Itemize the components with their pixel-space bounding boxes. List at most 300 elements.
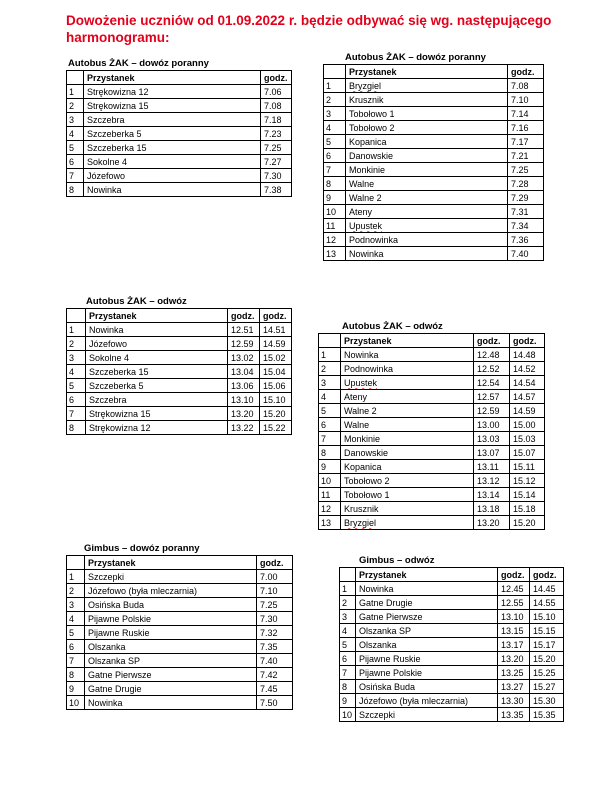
departure-time: 15.18 [510, 502, 545, 516]
departure-time: 7.34 [508, 219, 544, 233]
departure-time: 13.35 [498, 708, 530, 722]
stop-name: Podnowinka [346, 233, 508, 247]
row-number: 8 [67, 183, 84, 197]
table-row [319, 362, 545, 376]
table-row [324, 79, 544, 93]
departure-time: 13.27 [498, 680, 530, 694]
row-number: 11 [324, 219, 346, 233]
stop-name: Gatne Pierwsze [85, 668, 257, 682]
table-row [319, 432, 545, 446]
row-number: 3 [67, 113, 84, 127]
table-row [319, 376, 545, 390]
header-row [67, 556, 293, 570]
stop-name: Ateny [341, 390, 474, 404]
stop-name: Podnowinka [341, 362, 474, 376]
row-number: 10 [319, 474, 341, 488]
table-row [67, 668, 293, 682]
stop-name: Szczebra [86, 393, 228, 407]
header-time: godz. [260, 309, 292, 323]
row-number: 3 [67, 598, 85, 612]
row-number: 8 [324, 177, 346, 191]
departure-time: 7.18 [261, 113, 292, 127]
stop-name: Nowinka [346, 247, 508, 261]
header-stop: Przystanek [86, 309, 228, 323]
departure-time: 13.20 [228, 407, 260, 421]
row-number: 7 [67, 169, 84, 183]
departure-time: 15.20 [510, 516, 545, 530]
header-row [67, 71, 292, 85]
departure-time: 7.10 [257, 584, 293, 598]
table-row [340, 624, 564, 638]
header-number [340, 568, 356, 582]
schedule-gimbus-morning [66, 543, 293, 710]
table-row [67, 169, 292, 183]
departure-time: 15.10 [530, 610, 564, 624]
schedule-table [66, 70, 292, 197]
table-row [67, 323, 292, 337]
stop-name: Nowinka [356, 582, 498, 596]
departure-time: 7.31 [508, 205, 544, 219]
departure-time: 13.25 [498, 666, 530, 680]
departure-time: 7.10 [508, 93, 544, 107]
header-time: godz. [508, 65, 544, 79]
header-time: godz. [257, 556, 293, 570]
header-stop: Przystanek [85, 556, 257, 570]
departure-time: 7.50 [257, 696, 293, 710]
table-row [324, 177, 544, 191]
schedule-zak-return-right [318, 321, 545, 530]
departure-time: 7.21 [508, 149, 544, 163]
stop-name: Danowskie [346, 149, 508, 163]
schedule-zak-morning-right [323, 52, 544, 261]
departure-time: 7.36 [508, 233, 544, 247]
header-number [324, 65, 346, 79]
stop-name: Sokolne 4 [86, 351, 228, 365]
table-row [319, 348, 545, 362]
row-number: 2 [67, 584, 85, 598]
row-number: 7 [319, 432, 341, 446]
row-number: 8 [340, 680, 356, 694]
table-row [340, 666, 564, 680]
stop-name: Monkinie [346, 163, 508, 177]
stop-name: Szczeberka 5 [86, 379, 228, 393]
table-row [319, 404, 545, 418]
row-number: 2 [319, 362, 341, 376]
stop-name: Walne 2 [341, 404, 474, 418]
departure-time: 15.03 [510, 432, 545, 446]
table-row [67, 85, 292, 99]
departure-time: 12.55 [498, 596, 530, 610]
stop-name: Nowinka [341, 348, 474, 362]
table-title: Autobus ŻAK – odwóz [86, 296, 187, 307]
table-row [319, 390, 545, 404]
departure-time: 7.35 [257, 640, 293, 654]
row-number: 4 [324, 121, 346, 135]
stop-name: Szczeberka 15 [84, 141, 261, 155]
departure-time: 7.32 [257, 626, 293, 640]
table-row [324, 219, 544, 233]
row-number: 5 [67, 626, 85, 640]
row-number: 3 [324, 107, 346, 121]
departure-time: 15.10 [260, 393, 292, 407]
row-number: 6 [319, 418, 341, 432]
departure-time: 12.54 [474, 376, 510, 390]
row-number: 9 [340, 694, 356, 708]
table-row [67, 626, 293, 640]
departure-time: 7.25 [257, 598, 293, 612]
table-row [324, 191, 544, 205]
table-row [340, 694, 564, 708]
stop-name: Tobołowo 1 [341, 488, 474, 502]
stop-name: Szczepki [85, 570, 257, 584]
row-number: 3 [319, 376, 341, 390]
table-row [67, 696, 293, 710]
departure-time: 12.52 [474, 362, 510, 376]
departure-time: 7.28 [508, 177, 544, 191]
stop-name: Strękowizna 15 [84, 99, 261, 113]
stop-name: Tobołowo 2 [341, 474, 474, 488]
stop-name: Ateny [346, 205, 508, 219]
stop-name: Józefowo [86, 337, 228, 351]
stop-name: Strękowizna 12 [86, 421, 228, 435]
row-number: 4 [340, 624, 356, 638]
stop-name: Józefowo (była mleczarnia) [356, 694, 498, 708]
departure-time: 13.11 [474, 460, 510, 474]
table-row [67, 155, 292, 169]
stop-name: Olszanka SP [85, 654, 257, 668]
row-number: 13 [319, 516, 341, 530]
table-row [67, 407, 292, 421]
table-row [324, 149, 544, 163]
header-stop: Przystanek [84, 71, 261, 85]
table-row [319, 502, 545, 516]
departure-time: 13.06 [228, 379, 260, 393]
departure-time: 13.03 [474, 432, 510, 446]
header-number [67, 71, 84, 85]
header-time: godz. [498, 568, 530, 582]
row-number: 9 [67, 682, 85, 696]
stop-name: Nowinka [84, 183, 261, 197]
table-row [67, 612, 293, 626]
row-number: 12 [324, 233, 346, 247]
stop-name: Szczepki [356, 708, 498, 722]
table-row [319, 488, 545, 502]
departure-time: 14.48 [510, 348, 545, 362]
departure-time: 13.20 [498, 652, 530, 666]
stop-name: Gatne Drugie [85, 682, 257, 696]
row-number: 13 [324, 247, 346, 261]
departure-time: 13.02 [228, 351, 260, 365]
stop-name: Pijawne Polskie [356, 666, 498, 680]
header-time: godz. [530, 568, 564, 582]
departure-time: 7.40 [508, 247, 544, 261]
row-number: 7 [67, 654, 85, 668]
row-number: 1 [319, 348, 341, 362]
table-row [340, 596, 564, 610]
stop-name: Olszanka [85, 640, 257, 654]
table-row [324, 233, 544, 247]
departure-time: 15.27 [530, 680, 564, 694]
table-row [67, 640, 293, 654]
departure-time: 14.54 [510, 376, 545, 390]
row-number: 6 [324, 149, 346, 163]
departure-time: 7.27 [261, 155, 292, 169]
departure-time: 7.17 [508, 135, 544, 149]
table-row [67, 99, 292, 113]
table-row [67, 421, 292, 435]
departure-time: 7.45 [257, 682, 293, 696]
stop-name: Upustek [341, 376, 474, 390]
stop-name: Walne [341, 418, 474, 432]
departure-time: 15.07 [510, 446, 545, 460]
table-row [324, 163, 544, 177]
departure-time: 7.16 [508, 121, 544, 135]
row-number: 1 [67, 85, 84, 99]
row-number: 9 [324, 191, 346, 205]
departure-time: 7.40 [257, 654, 293, 668]
departure-time: 7.38 [261, 183, 292, 197]
table-row [67, 598, 293, 612]
stop-name: Monkinie [341, 432, 474, 446]
table-row [340, 582, 564, 596]
stop-name: Józefowo (była mleczarnia) [85, 584, 257, 598]
departure-time: 14.59 [260, 337, 292, 351]
departure-time: 14.45 [530, 582, 564, 596]
schedule-table [339, 567, 564, 722]
table-row [67, 393, 292, 407]
departure-time: 13.20 [474, 516, 510, 530]
stop-name: Walne [346, 177, 508, 191]
table-row [67, 365, 292, 379]
row-number: 1 [67, 323, 86, 337]
departure-time: 7.25 [261, 141, 292, 155]
row-number: 5 [67, 141, 84, 155]
row-number: 2 [67, 99, 84, 113]
departure-time: 15.17 [530, 638, 564, 652]
stop-name: Strękowizna 15 [86, 407, 228, 421]
table-row [319, 516, 545, 530]
stop-name: Gatne Drugie [356, 596, 498, 610]
departure-time: 15.25 [530, 666, 564, 680]
stop-name: Tobołowo 2 [346, 121, 508, 135]
table-row [340, 680, 564, 694]
departure-time: 14.57 [510, 390, 545, 404]
departure-time: 7.42 [257, 668, 293, 682]
row-number: 5 [319, 404, 341, 418]
header-time: godz. [228, 309, 260, 323]
departure-time: 15.20 [260, 407, 292, 421]
row-number: 2 [340, 596, 356, 610]
table-row [340, 638, 564, 652]
departure-time: 14.51 [260, 323, 292, 337]
table-title: Gimbus – dowóz poranny [84, 543, 200, 554]
table-row [340, 708, 564, 722]
departure-time: 13.07 [474, 446, 510, 460]
departure-time: 14.55 [530, 596, 564, 610]
departure-time: 15.11 [510, 460, 545, 474]
header-stop: Przystanek [346, 65, 508, 79]
departure-time: 7.29 [508, 191, 544, 205]
table-row [324, 121, 544, 135]
stop-name: Kopanica [346, 135, 508, 149]
table-row [67, 127, 292, 141]
row-number: 3 [340, 610, 356, 624]
stop-name: Szczeberka 5 [84, 127, 261, 141]
table-row [340, 652, 564, 666]
stop-name: Olszanka [356, 638, 498, 652]
stop-name: Olszanka SP [356, 624, 498, 638]
departure-time: 13.10 [498, 610, 530, 624]
schedule-zak-return-left [66, 296, 292, 435]
departure-time: 13.30 [498, 694, 530, 708]
table-row [319, 446, 545, 460]
departure-time: 12.45 [498, 582, 530, 596]
table-row [67, 570, 293, 584]
schedule-gimbus-return [339, 555, 564, 722]
stop-name: Krusznik [346, 93, 508, 107]
header-stop: Przystanek [356, 568, 498, 582]
row-number: 4 [67, 127, 84, 141]
table-row [324, 205, 544, 219]
header-stop: Przystanek [341, 334, 474, 348]
stop-name: Józefowo [84, 169, 261, 183]
table-row [324, 247, 544, 261]
row-number: 2 [67, 337, 86, 351]
departure-time: 13.15 [498, 624, 530, 638]
schedule-table [66, 555, 293, 710]
row-number: 7 [340, 666, 356, 680]
departure-time: 12.59 [228, 337, 260, 351]
schedule-table [323, 64, 544, 261]
table-row [324, 107, 544, 121]
header-number [319, 334, 341, 348]
header-time: godz. [474, 334, 510, 348]
departure-time: 13.17 [498, 638, 530, 652]
table-row [67, 113, 292, 127]
stop-name: Szczebra [84, 113, 261, 127]
table-title: Autobus ŻAK – odwóz [342, 321, 443, 332]
departure-time: 7.08 [508, 79, 544, 93]
departure-time: 7.08 [261, 99, 292, 113]
departure-time: 12.57 [474, 390, 510, 404]
departure-time: 13.04 [228, 365, 260, 379]
row-number: 2 [324, 93, 346, 107]
row-number: 11 [319, 488, 341, 502]
departure-time: 13.14 [474, 488, 510, 502]
row-number: 6 [340, 652, 356, 666]
stop-name: Sokolne 4 [84, 155, 261, 169]
departure-time: 13.10 [228, 393, 260, 407]
row-number: 4 [67, 365, 86, 379]
schedule-table [66, 308, 292, 435]
page-heading: Dowożenie uczniów od 01.09.2022 r. będzie odbywać się wg. następującego harmonogramu: [66, 13, 552, 45]
header-time: godz. [510, 334, 545, 348]
table-row [319, 474, 545, 488]
departure-time: 15.22 [260, 421, 292, 435]
table-row [67, 351, 292, 365]
header-number [67, 309, 86, 323]
table-row [324, 93, 544, 107]
row-number: 9 [319, 460, 341, 474]
stop-name: Nowinka [86, 323, 228, 337]
row-number: 6 [67, 640, 85, 654]
row-number: 12 [319, 502, 341, 516]
departure-time: 13.18 [474, 502, 510, 516]
table-row [319, 418, 545, 432]
table-row [67, 337, 292, 351]
table-title: Autobus ŻAK – dowóz poranny [345, 52, 486, 63]
stop-name: Krusznik [341, 502, 474, 516]
departure-time: 15.00 [510, 418, 545, 432]
header-number [67, 556, 85, 570]
stop-name: Strękowizna 12 [84, 85, 261, 99]
table-row [67, 141, 292, 155]
departure-time: 15.30 [530, 694, 564, 708]
departure-time: 15.04 [260, 365, 292, 379]
table-title: Autobus ŻAK – dowóz poranny [68, 58, 209, 69]
stop-name: Bryzgiel [346, 79, 508, 93]
departure-time: 14.52 [510, 362, 545, 376]
departure-time: 7.14 [508, 107, 544, 121]
stop-name: Pijawne Ruskie [85, 626, 257, 640]
row-number: 6 [67, 393, 86, 407]
row-number: 10 [324, 205, 346, 219]
stop-name: Danowskie [341, 446, 474, 460]
row-number: 1 [324, 79, 346, 93]
stop-name: Pijawne Polskie [85, 612, 257, 626]
header-row [67, 309, 292, 323]
departure-time: 14.59 [510, 404, 545, 418]
table-row [67, 654, 293, 668]
departure-time: 7.25 [508, 163, 544, 177]
schedule-table [318, 333, 545, 530]
departure-time: 13.12 [474, 474, 510, 488]
departure-time: 12.59 [474, 404, 510, 418]
departure-time: 15.35 [530, 708, 564, 722]
table-row [67, 682, 293, 696]
row-number: 3 [67, 351, 86, 365]
table-row [67, 379, 292, 393]
departure-time: 15.06 [260, 379, 292, 393]
row-number: 8 [67, 668, 85, 682]
table-row [67, 183, 292, 197]
stop-name: Kopanica [341, 460, 474, 474]
stop-name: Bryzgiel [341, 516, 474, 530]
departure-time: 12.48 [474, 348, 510, 362]
schedule-zak-morning-left [66, 58, 292, 197]
stop-name: Upustek [346, 219, 508, 233]
row-number: 8 [319, 446, 341, 460]
row-number: 4 [67, 612, 85, 626]
row-number: 5 [324, 135, 346, 149]
row-number: 6 [67, 155, 84, 169]
header-row [319, 334, 545, 348]
stop-name: Osińska Buda [356, 680, 498, 694]
row-number: 1 [340, 582, 356, 596]
row-number: 5 [340, 638, 356, 652]
table-title: Gimbus – odwóz [359, 555, 435, 566]
departure-time: 7.06 [261, 85, 292, 99]
stop-name: Szczeberka 15 [86, 365, 228, 379]
stop-name: Gatne Pierwsze [356, 610, 498, 624]
departure-time: 15.02 [260, 351, 292, 365]
table-row [319, 460, 545, 474]
header-row [340, 568, 564, 582]
row-number: 4 [319, 390, 341, 404]
departure-time: 7.00 [257, 570, 293, 584]
departure-time: 13.22 [228, 421, 260, 435]
stop-name: Pijawne Ruskie [356, 652, 498, 666]
